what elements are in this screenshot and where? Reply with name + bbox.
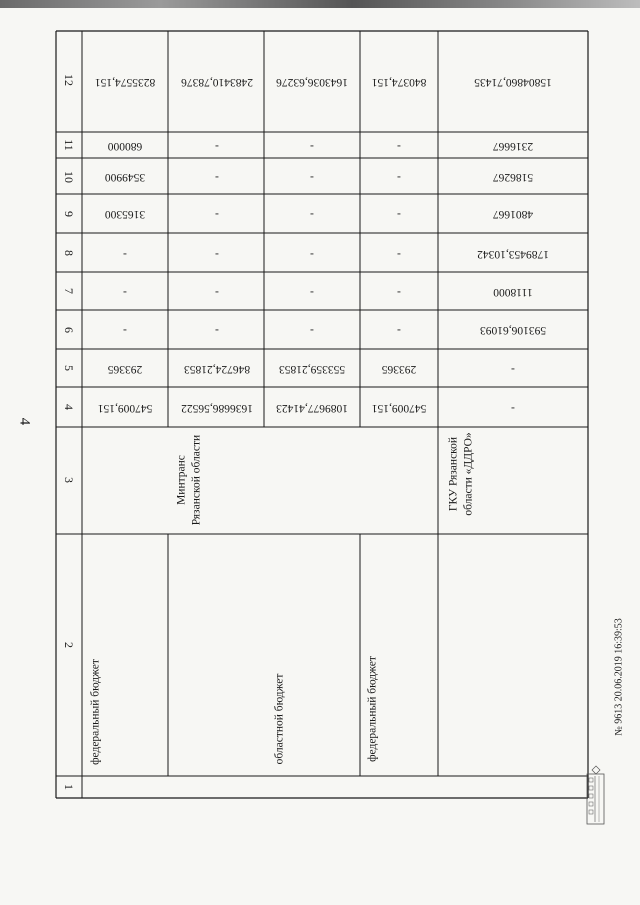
- header-col-2: 2: [62, 642, 76, 648]
- cell-row4-col8: -: [397, 247, 401, 260]
- cell-row2-col9: -: [215, 207, 219, 220]
- cell-row3-col7: -: [310, 285, 314, 298]
- electronic-document-stamp: [586, 764, 606, 828]
- cell-row2-col8: -: [215, 247, 219, 260]
- cell-row5-col11: 2316667: [492, 139, 534, 152]
- executor-line-1: Минтранс: [175, 455, 188, 505]
- cell-row3-col9: -: [310, 207, 314, 220]
- cell-row2-col4: 1636686,56522: [181, 401, 253, 414]
- cell-row1-col4: 547009,151: [97, 401, 153, 414]
- cell-row2-col7: -: [215, 285, 219, 298]
- cell-row1-col12: 8235574,151: [94, 75, 156, 88]
- cell-row5-col4: -: [511, 401, 515, 414]
- cell-row2-col6: -: [215, 323, 219, 336]
- executor-line-1: ГКУ Рязанской: [447, 436, 460, 512]
- cell-row5-col9: 4801667: [492, 207, 534, 220]
- header-col-8: 8: [62, 250, 76, 256]
- header-col-11: 11: [62, 139, 76, 151]
- page-number: 4: [16, 417, 33, 426]
- cell-row5-col7: 1118000: [493, 285, 533, 298]
- header-col-1: 1: [62, 784, 76, 790]
- cell-row3-col8: -: [310, 247, 314, 260]
- cell-row3-col6: -: [310, 323, 314, 336]
- cell-row1-col9: 3165300: [104, 207, 146, 220]
- header-col-3: 3: [62, 477, 76, 483]
- header-col-5: 5: [62, 365, 76, 371]
- cell-row4-col6: -: [397, 323, 401, 336]
- cell-row3-col4: 1089677,41423: [276, 401, 348, 414]
- cell-row4-source: федеральный бюджет: [366, 656, 379, 762]
- header-col-7: 7: [62, 288, 76, 294]
- cell-row4-col10: -: [397, 170, 401, 183]
- cell-row1-col10: 3549900: [104, 170, 146, 183]
- executor-line-2: Рязанской области: [190, 434, 203, 526]
- cell-row4-col12: 840374,151: [371, 75, 427, 88]
- cell-row4-col9: -: [397, 207, 401, 220]
- cell-row4-col11: -: [397, 139, 401, 152]
- cell-row5-col10: 5186267: [492, 170, 534, 183]
- print-id: № 9613 20.06.2019 16:39:53: [613, 618, 625, 736]
- cell-row2-col5: 846724,21853: [183, 362, 251, 375]
- cell-row1-col8: -: [123, 247, 127, 260]
- header-col-12: 12: [62, 74, 76, 86]
- cell-row1-col5: 293365: [107, 362, 143, 375]
- cell-row3-source: областной бюджет: [273, 673, 286, 765]
- cell-row3-col10: -: [310, 170, 314, 183]
- cell-row3-col12: 1643036,63276: [276, 75, 348, 88]
- cell-row3-col5: 553359,21853: [278, 362, 346, 375]
- cell-row1-source: федеральный бюджет: [89, 659, 102, 765]
- cell-row3-col11: -: [310, 139, 314, 152]
- cell-row4-col5: 293365: [381, 362, 417, 375]
- header-col-4: 4: [62, 404, 76, 410]
- cell-row2-col11: -: [215, 139, 219, 152]
- header-col-9: 9: [62, 211, 76, 217]
- executor-line-2: области «ДДРО»: [462, 432, 475, 516]
- cell-row1-col11: 680000: [107, 139, 143, 152]
- cell-row5-col12: 15804860,71435: [474, 75, 552, 88]
- cell-row5-col6: 593106,61093: [479, 323, 547, 336]
- header-col-6: 6: [62, 327, 76, 333]
- cell-row1-col6: -: [123, 323, 127, 336]
- cell-row4-col7: -: [397, 285, 401, 298]
- cell-row5-col5: -: [511, 362, 515, 375]
- cell-row4-col4: 547009,151: [371, 401, 427, 414]
- cell-row1-col7: -: [123, 285, 127, 298]
- cell-row2-col12: 2483410,78376: [181, 75, 253, 88]
- cell-row5-col8: 1789453,10342: [477, 247, 549, 260]
- header-col-10: 10: [62, 171, 76, 183]
- cell-row2-col10: -: [215, 170, 219, 183]
